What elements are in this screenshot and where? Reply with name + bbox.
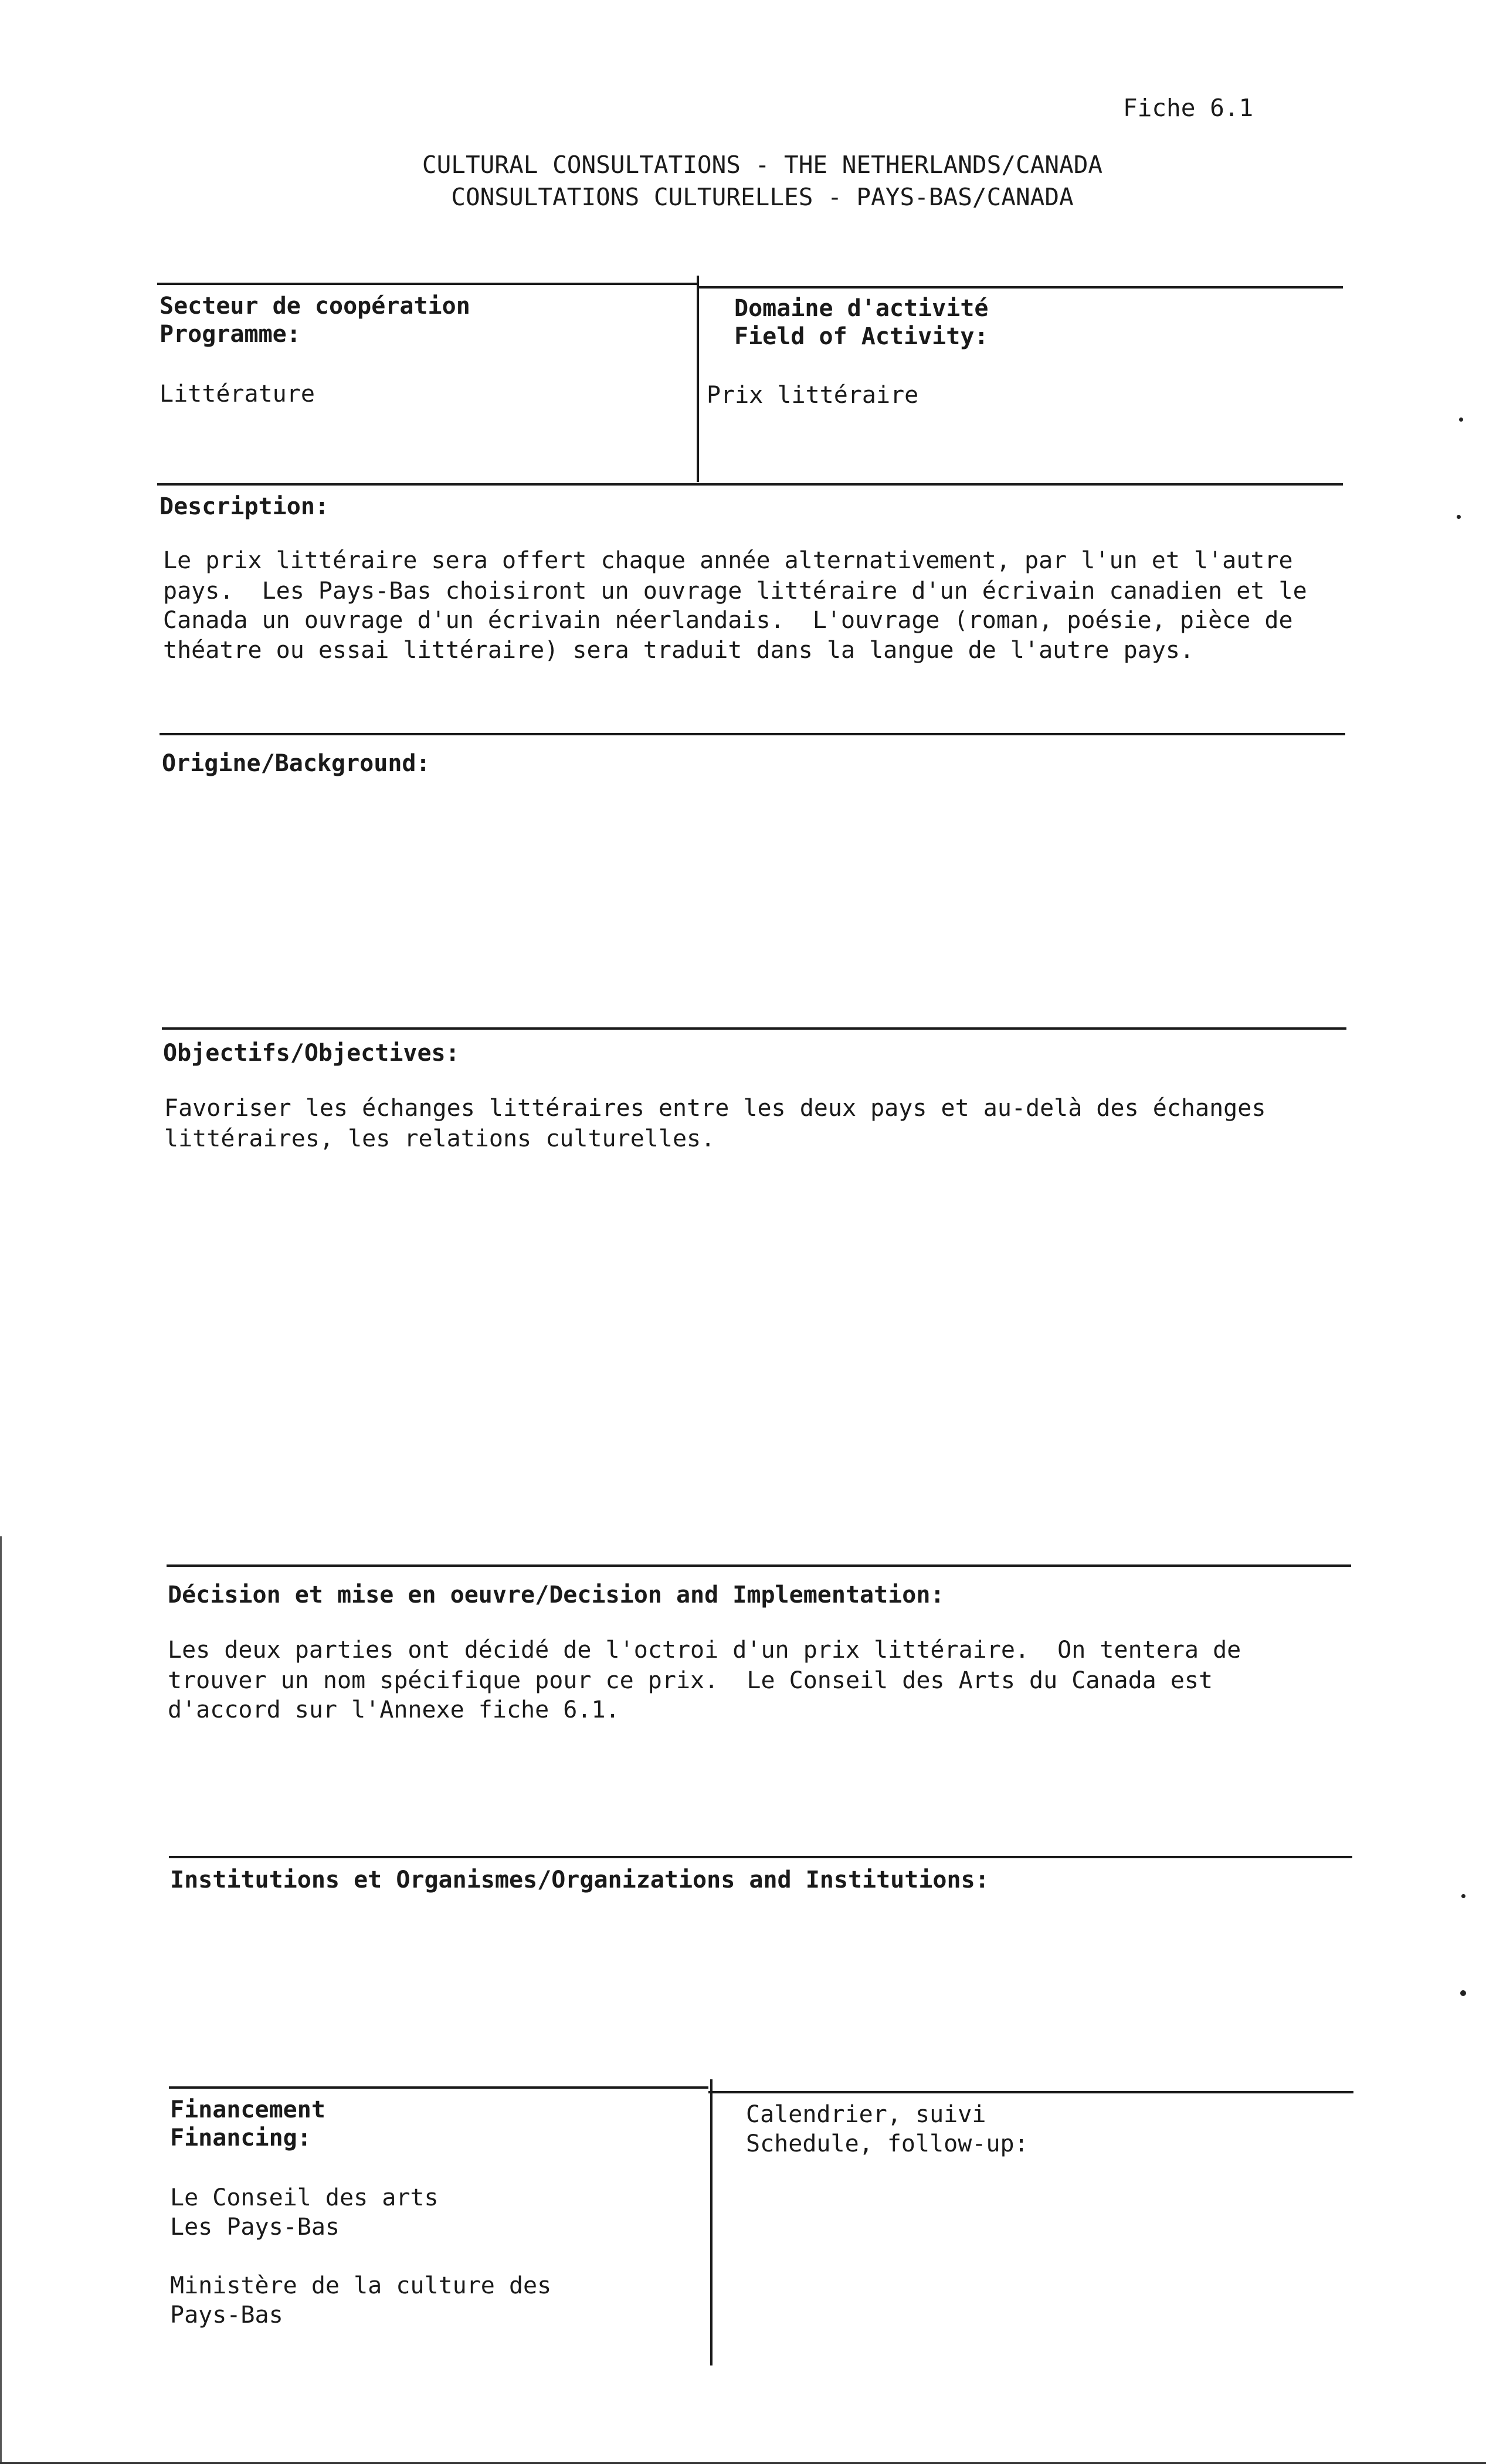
decision-line-2: trouver un nom spécifique pour ce prix. Le Conseil des Arts du Canada est (168, 1667, 1213, 1694)
scan-speck (1461, 1894, 1465, 1898)
schedule-label: Schedule, follow-up: (746, 2130, 1029, 2157)
rule-above-origine (160, 733, 1345, 735)
rule-above-decision (167, 1564, 1351, 1567)
financing-label: Financing: (170, 2124, 311, 2151)
calendrier-label: Calendrier, suivi (746, 2101, 986, 2128)
description-line-3: Canada un ouvrage d'un écrivain néerlandais. L'ouvrage (roman, poésie, pièce de (163, 607, 1293, 634)
financement-line-2: Les Pays-Bas (170, 2214, 340, 2241)
objectifs-line-1: Favoriser les échanges littéraires entre les deux pays et au-delà des échanges (164, 1095, 1266, 1122)
divider-financement-calendrier (710, 2079, 713, 2365)
rule-top-right (698, 286, 1343, 289)
objectifs-label: Objectifs/Objectives: (163, 1040, 460, 1067)
decision-label: Décision et mise en oeuvre/Decision and Implementation: (168, 1581, 945, 1608)
title-english: CULTURAL CONSULTATIONS - THE NETHERLANDS/CANADA (422, 151, 1103, 179)
scan-speck (1457, 515, 1461, 519)
financement-line-4: Pays-Bas (170, 2302, 283, 2329)
page-left-edge (0, 1536, 2, 2464)
rule-financement-right (708, 2091, 1353, 2093)
rule-top-left (157, 283, 698, 285)
decision-line-3: d'accord sur l'Annexe fiche 6.1. (168, 1696, 620, 1723)
field-of-activity-label: Field of Activity: (734, 323, 989, 350)
description-line-2: pays. Les Pays-Bas choisiront un ouvrage littéraire d'un écrivain canadien et le (163, 578, 1307, 605)
scan-speck (1459, 418, 1463, 422)
divider-secteur-domaine (697, 276, 699, 482)
financement-line-3: Ministère de la culture des (170, 2272, 552, 2299)
rule-below-secteur (157, 483, 1343, 486)
institutions-label: Institutions et Organismes/Organizations and Institutions: (170, 1866, 989, 1893)
decision-line-1: Les deux parties ont décidé de l'octroi d'un prix littéraire. On tentera de (168, 1637, 1241, 1664)
origine-label: Origine/Background: (162, 750, 430, 777)
domaine-label: Domaine d'activité (734, 295, 989, 322)
fiche-number: Fiche 6.1 (1123, 94, 1254, 122)
programme-label: Programme: (160, 321, 301, 348)
financement-label: Financement (170, 2096, 325, 2123)
secteur-value: Littérature (160, 381, 315, 408)
rule-above-objectifs (162, 1027, 1346, 1030)
secteur-label: Secteur de coopération (160, 293, 470, 320)
domaine-value: Prix littéraire (707, 382, 919, 409)
title-french: CONSULTATIONS CULTURELLES - PAYS-BAS/CANADA (451, 183, 1074, 211)
scan-speck (1460, 1990, 1466, 1996)
description-line-1: Le prix littéraire sera offert chaque année alternativement, par l'un et l'autre (163, 547, 1293, 574)
rule-above-institutions (169, 1856, 1352, 1858)
objectifs-line-2: littéraires, les relations culturelles. (164, 1125, 715, 1152)
description-line-4: théatre ou essai littéraire) sera traduit dans la langue de l'autre pays. (163, 637, 1194, 664)
description-label: Description: (160, 493, 329, 520)
financement-line-1: Le Conseil des arts (170, 2184, 439, 2211)
rule-financement-left (169, 2086, 708, 2089)
